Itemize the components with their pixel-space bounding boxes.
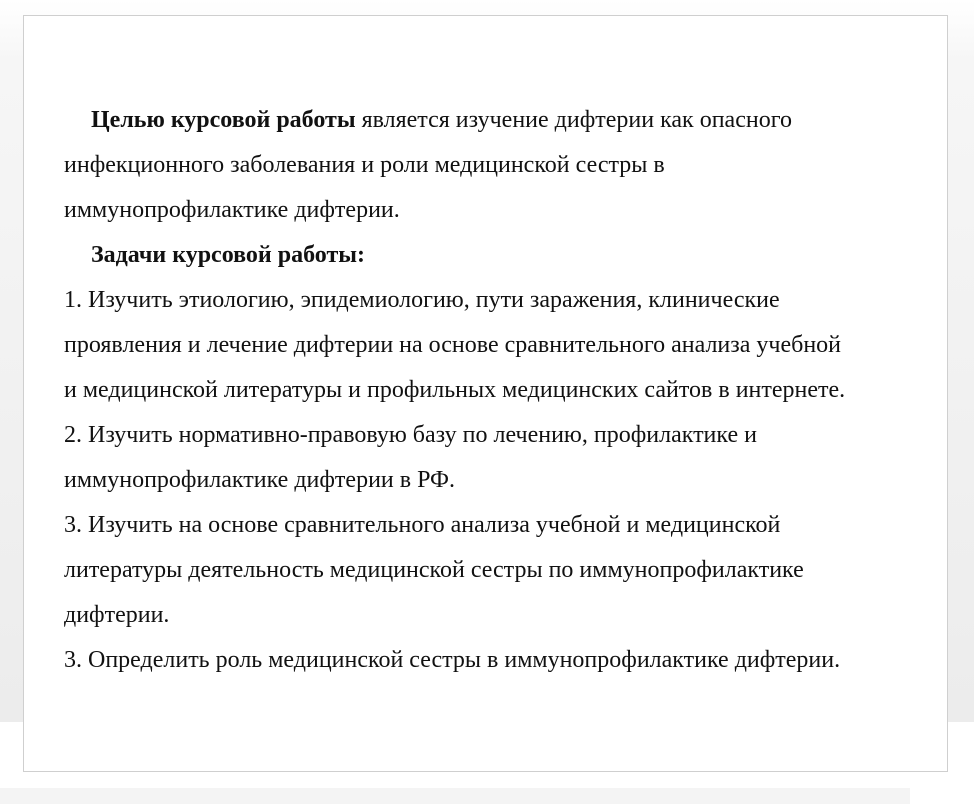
- task-1-line-2: проявления и лечение дифтерии на основе сравнительного анализа учебной: [64, 332, 842, 358]
- document-body: [64, 98, 924, 683]
- goal-bold-lead: Целью курсовой работы: [91, 107, 356, 133]
- task-2-line-1: 2. Изучить нормативно-правовую базу по лечению, профилактике и: [64, 422, 757, 448]
- task-3-line-3: дифтерии.: [64, 602, 170, 628]
- task-3-line-2: литературы деятельность медицинской сестры по иммунопрофилактике: [64, 557, 804, 583]
- goal-line-2: инфекционного заболевания и роли медицинской сестры в: [64, 152, 665, 178]
- task-2-line-2: иммунопрофилактике дифтерии в РФ.: [64, 467, 455, 493]
- goal-line-3: иммунопрофилактике дифтерии.: [64, 197, 400, 223]
- task-1-line-3: и медицинской литературы и профильных медицинских сайтов в интернете.: [64, 377, 846, 403]
- viewer-bottom-strip: [0, 788, 910, 804]
- goal-line-1: [64, 98, 924, 143]
- task-3-line-1: 3. Изучить на основе сравнительного анализа учебной и медицинской: [64, 512, 781, 538]
- task-4-line-1: 3. Определить роль медицинской сестры в иммунопрофилактике дифтерии.: [64, 647, 841, 673]
- goal-line-1-rest: является изучение дифтерии как опасного: [355, 107, 792, 133]
- document-page: [23, 15, 948, 772]
- tasks-heading: Задачи курсовой работы:: [91, 242, 365, 268]
- task-1-line-1: 1. Изучить этиологию, эпидемиологию, пути заражения, клинические: [64, 287, 780, 313]
